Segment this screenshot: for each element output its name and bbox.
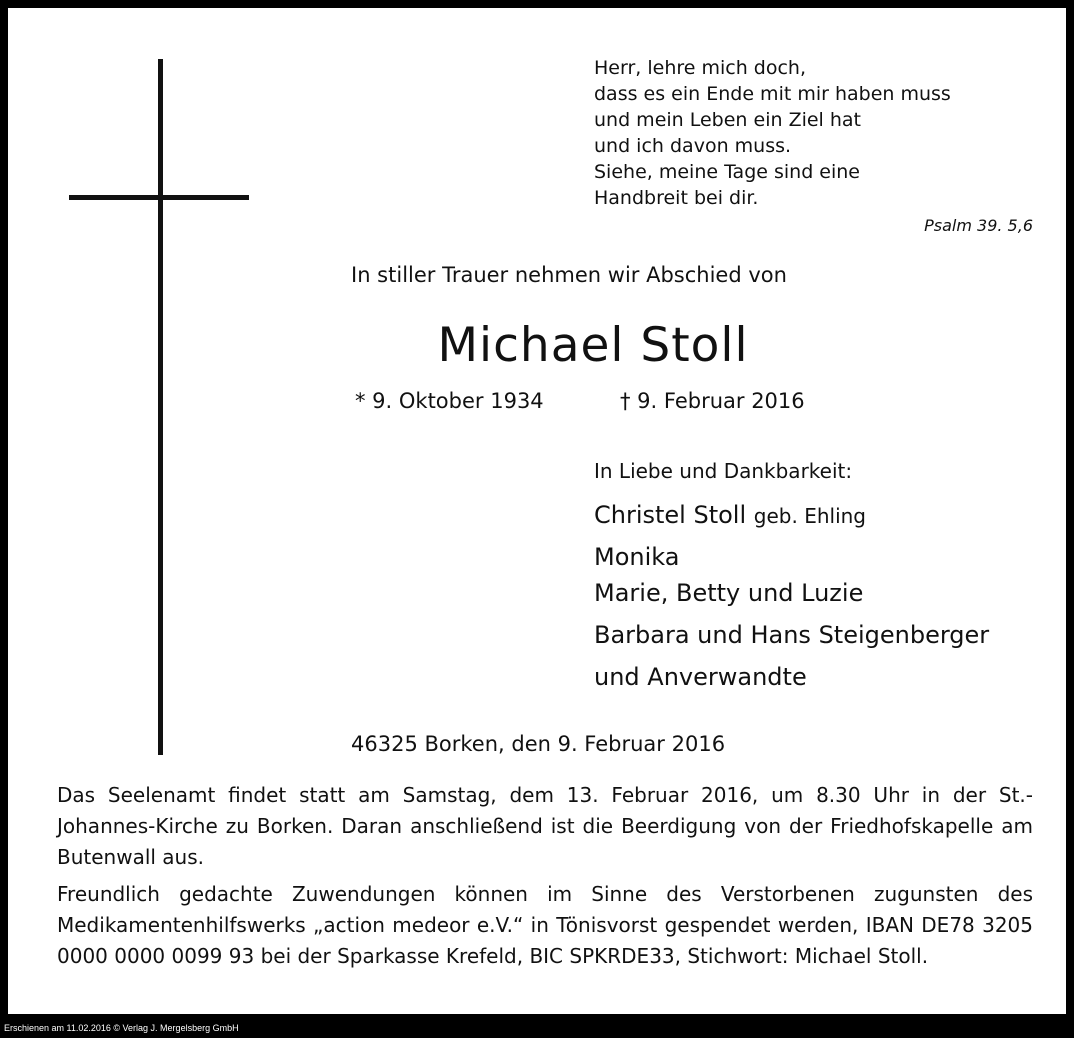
birth-date: * 9. Oktober 1934 bbox=[355, 389, 544, 413]
psalm-line: und ich davon muss. bbox=[594, 135, 792, 157]
family-member-widow bbox=[594, 501, 866, 529]
family-member: Barbara und Hans Steigenberger bbox=[594, 621, 990, 649]
psalm-quote bbox=[594, 55, 951, 211]
funeral-info-paragraph: Das Seelenamt findet statt am Samstag, dem 13. Februar 2016, um 8.30 Uhr in der St.-Johannes-Kirche zu Borken. Daran anschließend ist die Beerdigung von der Friedhofskapelle am Butenwall aus. bbox=[57, 783, 1033, 869]
widow-name: Christel Stoll bbox=[594, 501, 747, 529]
family-member: Marie, Betty und Luzie bbox=[594, 579, 864, 607]
cross-icon-vertical-bar bbox=[158, 59, 163, 755]
psalm-line: Handbreit bei dir. bbox=[594, 187, 759, 209]
psalm-line: dass es ein Ende mit mir haben muss bbox=[594, 83, 951, 105]
mourning-intro: In stiller Trauer nehmen wir Abschied von bbox=[351, 263, 787, 287]
obituary-notice bbox=[8, 8, 1066, 1014]
psalm-reference: Psalm 39. 5,6 bbox=[924, 216, 1033, 235]
cross-icon-horizontal-bar bbox=[69, 195, 249, 200]
family-member: und Anverwandte bbox=[594, 663, 807, 691]
family-intro: In Liebe und Dankbarkeit: bbox=[594, 459, 853, 483]
place-and-date: 46325 Borken, den 9. Februar 2016 bbox=[351, 732, 726, 756]
psalm-line: Siehe, meine Tage sind eine bbox=[594, 161, 860, 183]
psalm-line: und mein Leben ein Ziel hat bbox=[594, 109, 862, 131]
donation-info-paragraph: Freundlich gedachte Zuwendungen können im Sinne des Verstorbenen zugunsten des Medikamentenhilfswerks „action medeor e.V.“ in Tönisvorst gespendet werden, IBAN DE78 3205 0000 0000 0099 93 bei der Sparkasse Krefeld, BIC SPKRDE33, Stichwort: Michael Stoll. bbox=[57, 882, 1033, 968]
death-date: † 9. Februar 2016 bbox=[620, 389, 805, 413]
publication-footer: Erschienen am 11.02.2016 © Verlag J. Mergelsberg GmbH bbox=[4, 1023, 239, 1033]
psalm-line: Herr, lehre mich doch, bbox=[594, 57, 807, 79]
deceased-name: Michael Stoll bbox=[437, 318, 749, 373]
widow-maiden-name: geb. Ehling bbox=[753, 504, 867, 528]
family-member: Monika bbox=[594, 543, 680, 571]
